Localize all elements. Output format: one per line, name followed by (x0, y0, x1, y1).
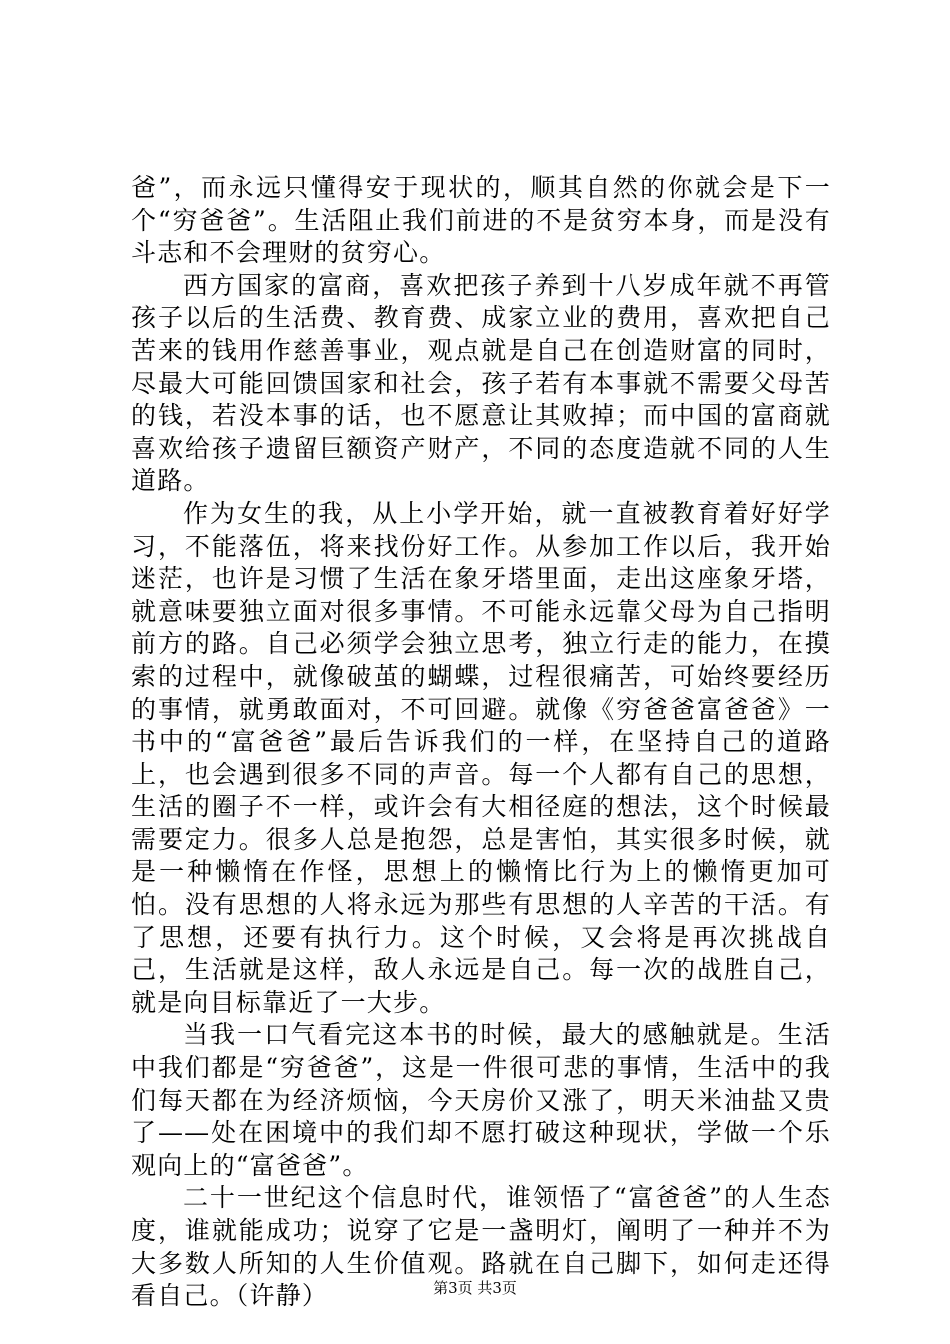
paragraph-western-rich: 西方国家的富商，喜欢把孩子养到十八岁成年就不再管孩子以后的生活费、教育费、成家立业的费用，喜欢把自己苦来的钱用作慈善事业，观点就是自己在创造财富的同时，尽最大可能回馈国家和社会，孩子若有本事就不需要父母苦的钱，若没本事的话，也不愿意让其败掉；而中国的富商就喜欢给孩子遗留巨额资产财产，不同的态度造就不同的人生道路。 (131, 270, 831, 496)
paragraph-conclusion: 二十一世纪这个信息时代，谁领悟了“富爸爸”的人生态度，谁就能成功；说穿了它是一盏明灯，阐明了一种并不为大多数人所知的人生价值观。路就在自己脚下，如何走还得看自己。（许静） (131, 1183, 831, 1311)
paragraph-continuation: 爸”，而永远只懂得安于现状的，顺其自然的你就会是下一个“穷爸爸”。生活阻止我们前进的不是贫穷本身，而是没有斗志和不会理财的贫穷心。 (131, 173, 831, 268)
page-footer: 第3页 共3页 (433, 1279, 517, 1297)
paragraph-personal-growth: 作为女生的我，从上小学开始，就一直被教育着好好学习，不能落伍，将来找份好工作。从参加工作以后，我开始迷茫，也许是习惯了生活在象牙塔里面，走出这座象牙塔，就意味要独立面对很多事情。不可能永远靠父母为自己指明前方的路。自己必须学会独立思考，独立行走的能力，在摸索的过程中，就像破茧的蝴蝶，过程很痛苦，可始终要经历的事情，就勇敢面对，不可回避。就像《穷爸爸富爸爸》一书中的“富爸爸”最后告诉我们的一样，在坚持自己的道路上，也会遇到很多不同的声音。每一个人都有自己的思想，生活的圈子不一样，或许会有大相径庭的想法，这个时候最需要定力。很多人总是抱怨，总是害怕，其实很多时候，就是一种懒惰在作怪，思想上的懒惰比行为上的懒惰更加可怕。没有思想的人将永远为那些有思想的人辛苦的干活。有了思想，还要有执行力。这个时候，又会将是再次挑战自己，生活就是这样，敌人永远是自己。每一次的战胜自己，就是向目标靠近了一大步。 (131, 498, 831, 1017)
paragraph-reading-reflection: 当我一口气看完这本书的时候，最大的感触就是。生活中我们都是“穷爸爸”，这是一件很可悲的事情，生活中的我们每天都在为经济烦恼，今天房价又涨了，明天米油盐又贵了——处在困境中的我们却不愿打破这种现状，学做一个乐观向上的“富爸爸”。 (131, 1020, 831, 1180)
document-body (131, 172, 831, 1313)
